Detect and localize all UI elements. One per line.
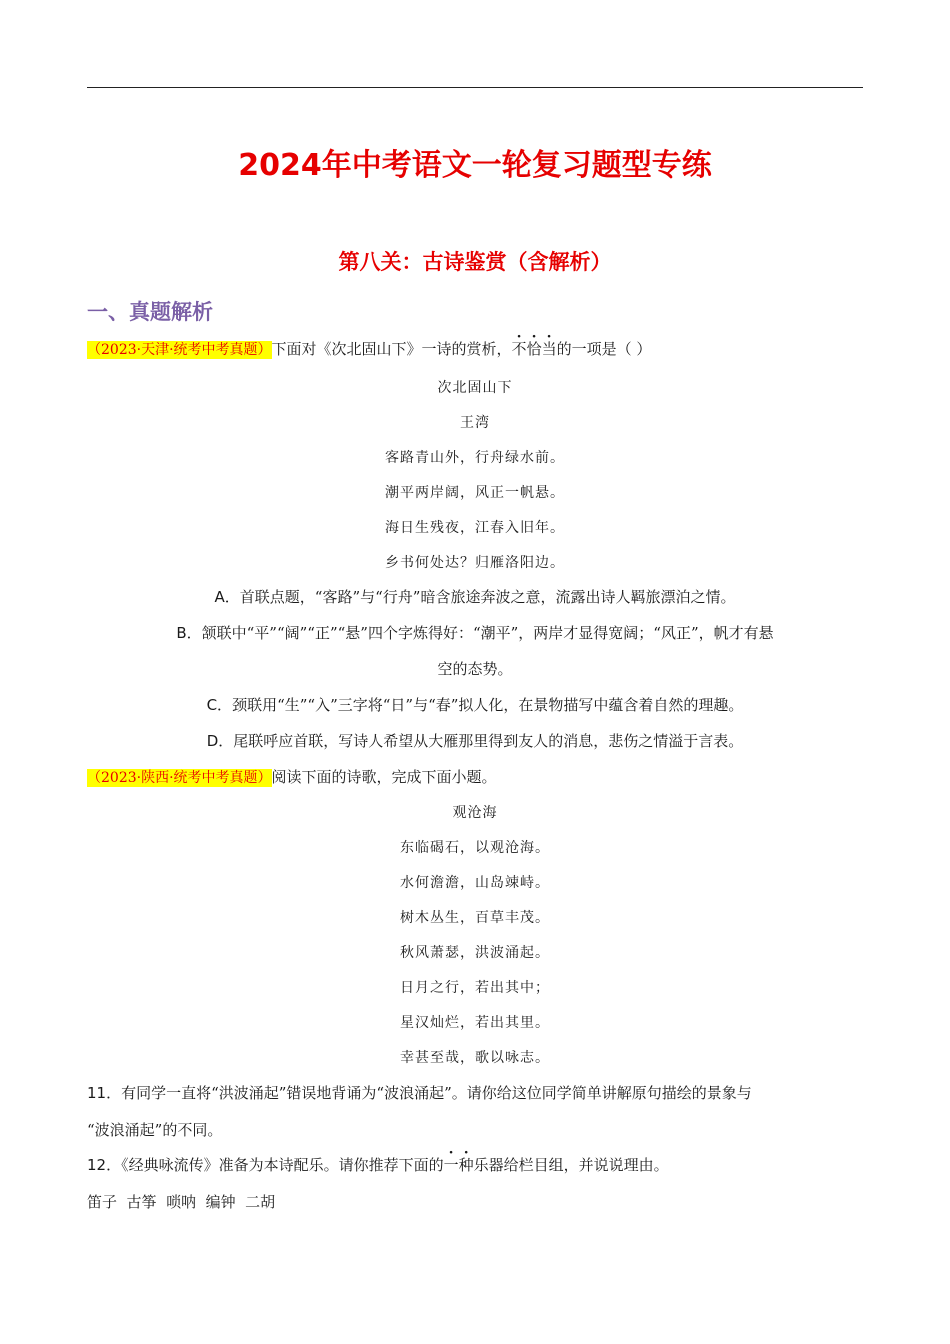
q1-source-tag: （2023·天津·统考中考真题） (87, 342, 272, 358)
poem-line: 秋风萧瑟，洪波涌起。 (400, 945, 550, 961)
question-11-cont: “波浪涌起”的不同。 (87, 1121, 223, 1139)
instrument-list: 笛子 古筝 唢呐 编钟 二胡 (87, 1193, 276, 1211)
question-11: 11．有同学一直将“洪波涌起”错误地背诵为“波浪涌起”。请你给这位同学简单讲解原句描绘的景象与 (87, 1084, 752, 1102)
poem-line: 树木丛生，百草丰茂。 (400, 910, 550, 926)
poem-line: 水何澹澹，山岛竦峙。 (400, 875, 550, 891)
question-12: 12．《经典咏流传》准备为本诗配乐。请你推荐下面的一种乐器给栏目组，并说说理由。 (87, 1156, 669, 1174)
option-c: C．颈联用“生”“入”三字将“日”与“春”拟人化，在景物描写中蕴含着自然的理趣。 (206, 696, 744, 714)
poem-line: 客路青山外，行舟绿水前。 (385, 450, 565, 466)
top-rule (87, 87, 863, 88)
option-a: A．首联点题，“客路”与“行舟”暗含旅途奔波之意，流露出诗人羁旅漂泊之情。 (214, 588, 736, 606)
section-heading: 一、真题解析 (87, 300, 213, 324)
option-b-cont: 空的态势。 (437, 660, 513, 678)
poem-line: 乡书何处达？归雁洛阳边。 (385, 555, 565, 571)
poem-line: 东临碣石，以观沧海。 (400, 840, 550, 856)
q1-stem (87, 339, 863, 360)
q2-source-tag: （2023·陕西·统考中考真题） (87, 770, 272, 786)
option-b: B．颔联中“平”“阔”“正”“悬”四个字炼得好：“潮平”，两岸才显得宽阔；“风正”，帆才有悬 (176, 624, 774, 642)
q1-emph-1: 不 (511, 340, 527, 358)
poem-line: 日月之行，若出其中； (400, 980, 550, 996)
q1-stem-before: 下面对《次北固山下》一诗的赏析， (271, 340, 512, 358)
poem-line: 海日生残夜，江春入旧年。 (385, 520, 565, 536)
q1-emph-3: 当 (541, 340, 557, 358)
poem-title: 次北固山下 (437, 380, 513, 396)
poem2-title: 观沧海 (452, 805, 498, 821)
poem-author: 王湾 (460, 415, 490, 431)
document-title: 2024年中考语文一轮复习题型专练 (238, 148, 712, 183)
option-d: D．尾联呼应首联，写诗人希望从大雁那里得到友人的消息，悲伤之情溢于言表。 (206, 732, 744, 750)
poem-line: 星汉灿烂，若出其里。 (400, 1015, 550, 1031)
poem-line: 潮平两岸阔，风正一帆悬。 (385, 485, 565, 501)
poem-line: 幸甚至哉，歌以咏志。 (400, 1050, 550, 1066)
q1-emph-2: 恰 (526, 340, 542, 358)
q1-stem-after: 的一项是（ ） (556, 340, 652, 358)
document-subtitle: 第八关：古诗鉴赏（含解析） (338, 250, 612, 274)
q2-stem: （2023·陕西·统考中考真题）阅读下面的诗歌，完成下面小题。 (87, 768, 497, 786)
